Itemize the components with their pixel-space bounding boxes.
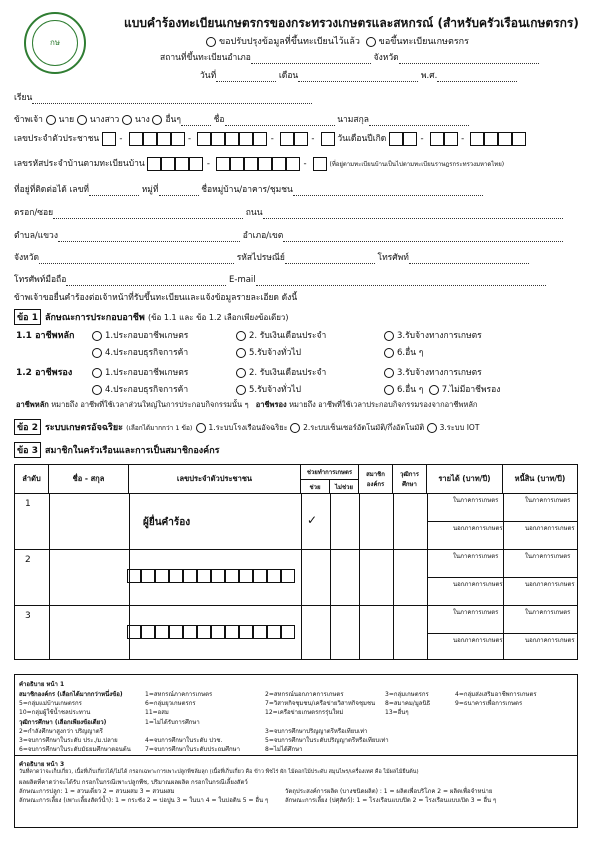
me-label: ข้าพเจ้า — [14, 115, 43, 125]
id-box[interactable] — [211, 569, 225, 583]
subrow-divider — [427, 521, 577, 522]
addr-province-label: จังหวัด — [14, 253, 40, 263]
house-id-row: เลขรหัสประจำบ้านตามทะเบียนบ้าน - - (ที่อยู่ตามทะเบียนบ้านเป็นไปตามทะเบียนราษฎรกระทรวงมหาดไทย) — [14, 156, 504, 171]
org-item: 2=สหกรณ์นอกภาคการเกษตร — [265, 691, 344, 698]
smart-greenhouse-radio[interactable] — [196, 423, 206, 433]
iot-radio[interactable] — [427, 423, 437, 433]
main-occ-radio-4[interactable] — [92, 348, 102, 358]
sub-occ-radio-4[interactable] — [92, 385, 102, 395]
id-box[interactable] — [129, 132, 143, 146]
citizen-id-label: เลขประจำตัวประชาชน — [14, 134, 100, 144]
income-farm: ในภาคการเกษตร — [453, 609, 499, 616]
sub-occ-radio-5[interactable] — [236, 385, 246, 395]
sub-occupation-label: 1.2 อาชีพรอง — [16, 368, 73, 378]
id-box[interactable] — [155, 569, 169, 583]
sub-occ-radio-3[interactable] — [384, 368, 394, 378]
id-box[interactable] — [281, 625, 295, 639]
id-box[interactable] — [102, 132, 116, 146]
org-item: 5=กลุ่มแม่บ้านเกษตรกร — [19, 700, 82, 707]
col-income: รายได้ (บาท/ปี) — [427, 465, 503, 493]
phone-field[interactable] — [409, 254, 529, 264]
main-occ-radio-1[interactable] — [92, 331, 102, 341]
income-nonfarm: นอกภาคการเกษตร — [453, 525, 503, 532]
to-row — [14, 90, 312, 104]
no-sub-occ-label: 7.ไม่มีอาชีพรอง — [441, 385, 501, 395]
house-note: (ที่อยู่ตามทะเบียนบ้านเป็นไปตามทะเบียนราษฎรกระทรวงมหาดไทย) — [329, 161, 505, 168]
id-box[interactable] — [197, 132, 211, 146]
sub-occ-row1b — [236, 365, 326, 379]
section3-tag: ข้อ 3 — [14, 442, 41, 458]
row-number: 1 — [25, 499, 31, 509]
name-label: ชื่อ — [213, 115, 225, 125]
col-divider — [393, 493, 394, 659]
edu-item: 7=จบการศึกษาในระดับประถมศึกษา — [145, 746, 240, 753]
house-box[interactable] — [175, 157, 189, 171]
edu-item: 4=จบการศึกษาในระดับ ปวช. — [145, 737, 223, 744]
name-row — [14, 112, 469, 126]
row3-id-boxes — [127, 625, 295, 639]
option-label: 5.รับจ้างทั่วไป — [249, 348, 302, 358]
col-divider — [503, 493, 504, 659]
subrow-divider — [427, 577, 577, 578]
id-box[interactable] — [211, 132, 225, 146]
edu-item: 3=จบการศึกษาปริญญาตรีหรือเทียบเท่า — [265, 728, 368, 735]
sub-occ-row1 — [92, 365, 188, 379]
date-field[interactable] — [216, 72, 276, 82]
def-main-key: อาชีพหลัก — [16, 400, 49, 409]
id-box[interactable] — [211, 625, 225, 639]
col-divider — [301, 493, 302, 659]
title-miss: นางสาว — [89, 115, 120, 125]
moo-field[interactable] — [159, 186, 199, 196]
to-field[interactable] — [32, 94, 312, 104]
title-mr: นาย — [58, 115, 75, 125]
org-item: 6=กลุ่มยุวเกษตรกร — [145, 700, 196, 707]
option-label: 1.ประกอบอาชีพเกษตร — [105, 331, 189, 341]
occupation-definitions — [16, 399, 477, 411]
edu-item: 5=จบการศึกษาในระดับปริญญาตรีหรือเทียบเท่า — [265, 737, 389, 744]
org-item: 12=เครือข่ายเกษตรกรรุ่นใหม่ — [265, 709, 344, 716]
main-occ-radio-6[interactable] — [384, 348, 394, 358]
row-divider — [15, 605, 577, 606]
id-box[interactable] — [171, 132, 185, 146]
house-id-label: เลขรหัสประจำบ้านตามทะเบียนบ้าน — [14, 159, 145, 169]
road-label: ถนน — [245, 208, 263, 218]
sub-occ-row1c — [384, 365, 482, 379]
id-box[interactable] — [280, 132, 294, 146]
office-row — [160, 50, 539, 64]
id-box[interactable] — [155, 625, 169, 639]
col-divider — [330, 493, 331, 659]
section1-header — [14, 309, 289, 325]
main-occ-radio-5[interactable] — [236, 348, 246, 358]
debt-nonfarm: นอกภาคการเกษตร — [525, 525, 575, 532]
p3-line: ลักษณะการปลูก: 1 = สวนเดี่ยว 2 = สวนผสม 3 = สวนผสม — [19, 788, 175, 795]
main-occ-row2 — [92, 345, 188, 359]
request-type-row — [206, 34, 469, 48]
to-label: เรียน — [14, 93, 33, 103]
smart-sensor-label: 2.ระบบเซ็นเซอร์อัตโนมัติ/กึ่งอัตโนมัติ — [303, 423, 425, 432]
mobile-label: โทรศัพท์มือถือ — [14, 275, 67, 285]
province-row — [14, 250, 529, 264]
option-label: 4.ประกอบธุรกิจการค้า — [105, 348, 189, 358]
smart-greenhouse-label: 1.ระบบโรงเรือนอัจฉริยะ — [208, 423, 288, 432]
house-box[interactable] — [258, 157, 272, 171]
date-label: วันที่ — [200, 71, 217, 81]
sub-occ-row2c — [384, 382, 500, 396]
income-nonfarm: นอกภาคการเกษตร — [453, 637, 503, 644]
org-item: 7=วิสาหกิจชุมชน/เครือข่ายวิสาหกิจชุมชน — [265, 700, 376, 707]
logo-emblem: กษ — [32, 20, 78, 66]
birth-box[interactable] — [403, 132, 417, 146]
main-occ-row2c — [384, 345, 423, 359]
option-label: 3.รับจ้างทางการเกษตร — [397, 368, 482, 378]
section3-title: สมาชิกในครัวเรือนและการเป็นสมาชิกองค์กร — [44, 446, 220, 456]
col-divider — [49, 493, 50, 659]
option-label: 2. รับเงินเดือนประจำ — [249, 331, 327, 341]
birth-label: วันเดือนปีเกิด — [337, 134, 387, 144]
id-box[interactable] — [281, 569, 295, 583]
register-radio[interactable] — [366, 37, 376, 47]
household-members-table — [14, 464, 578, 660]
p3-line: ลักษณะการเลี้ยง (ปศุสัตว์): 1 = โรงเรือนแบบปิด 2 = โรงเรือนแบบเปิด 3 = อื่น ๆ — [285, 797, 497, 804]
sub-occ-row2 — [92, 382, 188, 396]
subdistrict-label: ตำบล/แขวง — [14, 231, 58, 241]
iot-label: 3.ระบบ IOT — [439, 423, 480, 432]
smart-sensor-radio[interactable] — [290, 423, 300, 433]
id-box[interactable] — [267, 625, 281, 639]
col-id: เลขประจำตัวประชาชน — [129, 465, 301, 493]
income-farm: ในภาคการเกษตร — [453, 497, 499, 504]
email-label: E-mail — [229, 275, 256, 285]
income-farm: ในภาคการเกษตร — [453, 553, 499, 560]
phone-label: โทรศัพท์ — [377, 253, 409, 263]
notes-p3-title: คำอธิบาย หน้า 3 — [19, 761, 65, 768]
house-box[interactable] — [147, 157, 161, 171]
section1-tag: ข้อ 1 — [14, 309, 41, 325]
edu-item: 3=จบการศึกษาในระดับ ประ./ม.ปลาย — [19, 737, 118, 744]
birth-box[interactable] — [470, 132, 484, 146]
title-other: อื่นๆ — [165, 115, 181, 125]
id-row: เลขประจำตัวประชาชน - - - - วันเดือนปีเกิด - - — [14, 131, 526, 146]
id-box[interactable] — [197, 625, 211, 639]
title-mrs: นาง — [135, 115, 150, 125]
org-label: สมาชิกองค์กร (เลือกได้มากกว่าหนึ่งข้อ) — [19, 691, 123, 698]
year-label: พ.ศ. — [420, 71, 438, 81]
date-row — [200, 68, 517, 82]
main-occ-row1b — [236, 328, 326, 342]
debt-farm: ในภาคการเกษตร — [525, 609, 571, 616]
subrow-divider — [427, 633, 577, 634]
org-item: 13=อื่นๆ — [385, 709, 409, 716]
row-number: 3 — [25, 611, 31, 621]
mobile-row — [14, 272, 546, 286]
id-box[interactable] — [225, 625, 239, 639]
surname-label: นามสกุล — [337, 115, 369, 125]
house-box[interactable] — [161, 157, 175, 171]
id-box[interactable] — [141, 569, 155, 583]
col-edu: วุฒิการศึกษา — [393, 465, 427, 493]
office-label: สถานที่ขึ้นทะเบียนอำเภอ — [160, 53, 251, 63]
id-box[interactable] — [225, 132, 239, 146]
district-field[interactable] — [283, 232, 563, 242]
debt-nonfarm: นอกภาคการเกษตร — [525, 581, 575, 588]
id-box[interactable] — [183, 625, 197, 639]
id-box[interactable] — [169, 625, 183, 639]
birth-box[interactable] — [444, 132, 458, 146]
village-label: ชื่อหมู่บ้าน/อาคาร/ชุมชน — [201, 185, 293, 195]
col-no: ลำดับ — [15, 465, 49, 493]
edu-item: 6=จบการศึกษาในระดับมัธยมศึกษาตอนต้น — [19, 746, 131, 753]
surname-field[interactable] — [369, 116, 469, 126]
edu-item: 8=ไม่ได้ศึกษา — [265, 746, 303, 753]
row2-id-boxes — [127, 569, 295, 583]
org-item: 11=อสม — [145, 709, 169, 716]
explanation-notes — [14, 674, 578, 828]
house-box[interactable] — [272, 157, 286, 171]
edu-label: วุฒิการศึกษา (เลือกเพียงข้อเดียว) — [19, 719, 107, 726]
declaration: ข้าพเจ้าขอยื่นคำร้องต่อเจ้าหน้าที่รับขึ้นทะเบียนและแจ้งข้อมูลรายละเอียด ดังนี้ — [14, 293, 298, 303]
address-label: ที่อยู่ที่ติดต่อได้ เลขที่ — [14, 185, 89, 195]
debt-farm: ในภาคการเกษตร — [525, 553, 571, 560]
address-field[interactable] — [89, 186, 139, 196]
birth-box[interactable] — [498, 132, 512, 146]
id-box[interactable] — [321, 132, 335, 146]
row-divider — [15, 549, 577, 550]
id-box[interactable] — [267, 569, 281, 583]
section1-note: (ข้อ 1.1 และ ข้อ 1.2 เลือกเพียงข้อเดียว) — [147, 313, 289, 322]
org-item: 8=สมาคม/มูลนิธิ — [385, 700, 431, 707]
section2-tag: ข้อ 2 — [14, 419, 41, 435]
postcode-label: รหัสไปรษณีย์ — [236, 253, 285, 263]
org-item: 9=ธนาคารเพื่อการเกษตร — [455, 700, 523, 707]
sub-occ-row2b — [236, 382, 301, 396]
notes-p1-title: คำอธิบาย หน้า 1 — [19, 681, 65, 688]
col-divider — [427, 493, 428, 659]
id-box[interactable] — [239, 625, 253, 639]
id-box[interactable] — [183, 569, 197, 583]
option-label: 6.อื่น ๆ — [397, 348, 424, 358]
id-box[interactable] — [225, 569, 239, 583]
road-field[interactable] — [263, 209, 563, 219]
title-mr-radio[interactable] — [46, 115, 56, 125]
id-box[interactable] — [157, 132, 171, 146]
option-label: 3.รับจ้างทางการเกษตร — [397, 331, 482, 341]
main-occ-radio-3[interactable] — [384, 331, 394, 341]
edu-item: 1=ไม่ได้รับการศึกษา — [145, 719, 200, 726]
house-box[interactable] — [286, 157, 300, 171]
debt-farm: ในภาคการเกษตร — [525, 497, 571, 504]
org-item: 10=กลุ่มผู้ใช้น้ำชลประทาน — [19, 709, 91, 716]
soi-field[interactable] — [53, 209, 243, 219]
sub-occ-radio-2[interactable] — [236, 368, 246, 378]
year-field[interactable] — [437, 72, 517, 82]
id-box[interactable] — [239, 569, 253, 583]
applicant-label: ผู้ยื่นคำร้อง — [143, 517, 191, 528]
col-help-no: ไม่ช่วย — [330, 479, 359, 493]
help-check: ✓ — [307, 513, 318, 527]
p3-line: วัตถุประสงค์การผลิต (บางชนิดผลิต) : 1 = ผลิตเพื่อบริโภค 2 = ผลิตเพื่อจำหน่าย — [285, 788, 493, 795]
sub-occ-radio-1[interactable] — [92, 368, 102, 378]
update-label: ขอปรับปรุงข้อมูลที่ขึ้นทะเบียนไว้แล้ว — [219, 37, 360, 47]
name-field[interactable] — [225, 116, 335, 126]
birth-box[interactable] — [430, 132, 444, 146]
no-sub-occ-radio[interactable] — [429, 385, 439, 395]
id-box[interactable] — [253, 132, 267, 146]
def-sub: หมายถึง อาชีพที่ใช้เวลาประกอบกิจกรรมรองจากอาชีพหลัก — [289, 400, 478, 409]
def-main: หมายถึง อาชีพที่ใช้เวลาส่วนใหญ่ในการประกอบกิจกรรมนั้น ๆ — [51, 400, 249, 409]
notes-divider — [15, 755, 577, 756]
id-box[interactable] — [143, 132, 157, 146]
id-box[interactable] — [169, 569, 183, 583]
col-name: ชื่อ - สกุล — [49, 465, 129, 493]
col-member: สมาชิกองค์กร — [359, 465, 393, 493]
birth-box[interactable] — [512, 132, 526, 146]
edu-item: 2=กำลังศึกษาสูงกว่า ปริญญาตรี — [19, 728, 103, 735]
title-miss-radio[interactable] — [77, 115, 87, 125]
id-box[interactable] — [239, 132, 253, 146]
month-field[interactable] — [298, 72, 418, 82]
id-box[interactable] — [197, 569, 211, 583]
form-title: แบบคำร้องทะเบียนเกษตรกรของกระทรวงเกษตรและสหกรณ์ (สำหรับครัวเรือนเกษตรกร) — [124, 16, 579, 30]
moo-label: หมู่ที่ — [141, 185, 159, 195]
option-label: 2. รับเงินเดือนประจำ — [249, 368, 327, 378]
section2-note: (เลือกได้มากกว่า 1 ข้อ) — [126, 424, 193, 432]
main-occ-radio-2[interactable] — [236, 331, 246, 341]
org-item: 4=กลุ่มส่งเสริมอาชีพการเกษตร — [455, 691, 537, 698]
addr-province-field[interactable] — [39, 254, 234, 264]
house-box[interactable] — [244, 157, 258, 171]
p3-line: วันที่คาดว่าจะเก็บเกี่ยว, เนื้อที่เก็บเกี่ยวได้/ไม่ได้ กรอกเฉพาะการเพาะปลูกพืชล้มลุก (เนื้อที่เก็บเกี่ยว คือ ข้าว พืชไร่ ผัก ไม้ดอกไม้ประดับ สมุนไพร/เครื่องเทศ คือ ไม้ผลไม้ยืนต้น) — [19, 769, 419, 775]
month-label: เดือน — [278, 71, 299, 81]
register-label: ขอขึ้นทะเบียนเกษตรกร — [378, 37, 469, 47]
house-box[interactable] — [189, 157, 203, 171]
house-box[interactable] — [313, 157, 327, 171]
option-label: 1.ประกอบอาชีพเกษตร — [105, 368, 189, 378]
debt-nonfarm: นอกภาคการเกษตร — [525, 637, 575, 644]
subdistrict-row — [14, 228, 563, 242]
section3-header — [14, 442, 219, 458]
title-other-field[interactable] — [181, 116, 211, 126]
office-field[interactable] — [251, 54, 371, 64]
main-occ-row1c — [384, 328, 482, 342]
option-label: 6.อื่น ๆ — [397, 385, 424, 395]
col-help: ช่วยทำการเกษตร — [301, 465, 359, 479]
house-box[interactable] — [216, 157, 230, 171]
main-occupation-label: 1.1 อาชีพหลัก — [16, 331, 75, 341]
section2-header — [14, 419, 479, 435]
option-label: 4.ประกอบธุรกิจการค้า — [105, 385, 189, 395]
title-other-radio[interactable] — [152, 115, 162, 125]
header-divider — [15, 493, 577, 494]
section2-title: ระบบเกษตรอัจฉริยะ — [44, 423, 123, 433]
income-nonfarm: นอกภาคการเกษตร — [453, 581, 503, 588]
option-label: 5.รับจ้างทั่วไป — [249, 385, 302, 395]
title-mrs-radio[interactable] — [122, 115, 132, 125]
col-debt: หนี้สิน (บาท/ปี) — [514, 474, 566, 483]
address-row — [14, 182, 483, 196]
update-radio[interactable] — [206, 37, 216, 47]
org-item: 3=กลุ่มเกษตรกร — [385, 691, 429, 698]
id-box[interactable] — [141, 625, 155, 639]
id-box[interactable] — [294, 132, 308, 146]
province-label: จังหวัด — [373, 53, 399, 63]
def-sub-key: อาชีพรอง — [255, 400, 287, 409]
province-field[interactable] — [399, 54, 539, 64]
col-divider — [359, 493, 360, 659]
main-occ-row2b — [236, 345, 301, 359]
main-occ-row1 — [92, 328, 188, 342]
id-box[interactable] — [127, 569, 141, 583]
ministry-logo — [24, 12, 86, 74]
id-box[interactable] — [127, 625, 141, 639]
col-help-yes: ช่วย — [301, 479, 330, 493]
house-box[interactable] — [230, 157, 244, 171]
p3-line: ผลผลิตที่คาดว่าจะได้รับ กรอกในกรณีเพาะปลูกพืช, ปริมาณผลผลิต กรอกในกรณีเลี้ยงสัตว์ — [19, 779, 248, 786]
row-number: 2 — [25, 555, 31, 565]
birth-box[interactable] — [389, 132, 403, 146]
email-field[interactable] — [256, 276, 546, 286]
sub-occ-radio-6[interactable] — [384, 385, 394, 395]
birth-box[interactable] — [484, 132, 498, 146]
p3-line: ลักษณะการเลี้ยง (เพาะเลี้ยงสัตว์น้ำ): 1 = กระชัง 2 = บ่อปูน 3 = ในนา 4 = ในบ่อดิน 5 = อื่น ๆ — [19, 797, 269, 804]
subdistrict-field[interactable] — [58, 232, 240, 242]
soi-row — [14, 205, 563, 219]
soi-label: ตรอก/ซอย — [14, 208, 54, 218]
postcode-field[interactable] — [285, 254, 375, 264]
org-item: 1=สหกรณ์ภาคการเกษตร — [145, 691, 213, 698]
village-field[interactable] — [293, 186, 483, 196]
id-box[interactable] — [253, 569, 267, 583]
id-box[interactable] — [253, 625, 267, 639]
section1-title: ลักษณะการประกอบอาชีพ — [44, 313, 145, 323]
district-label: อำเภอ/เขต — [242, 231, 284, 241]
mobile-field[interactable] — [66, 276, 226, 286]
